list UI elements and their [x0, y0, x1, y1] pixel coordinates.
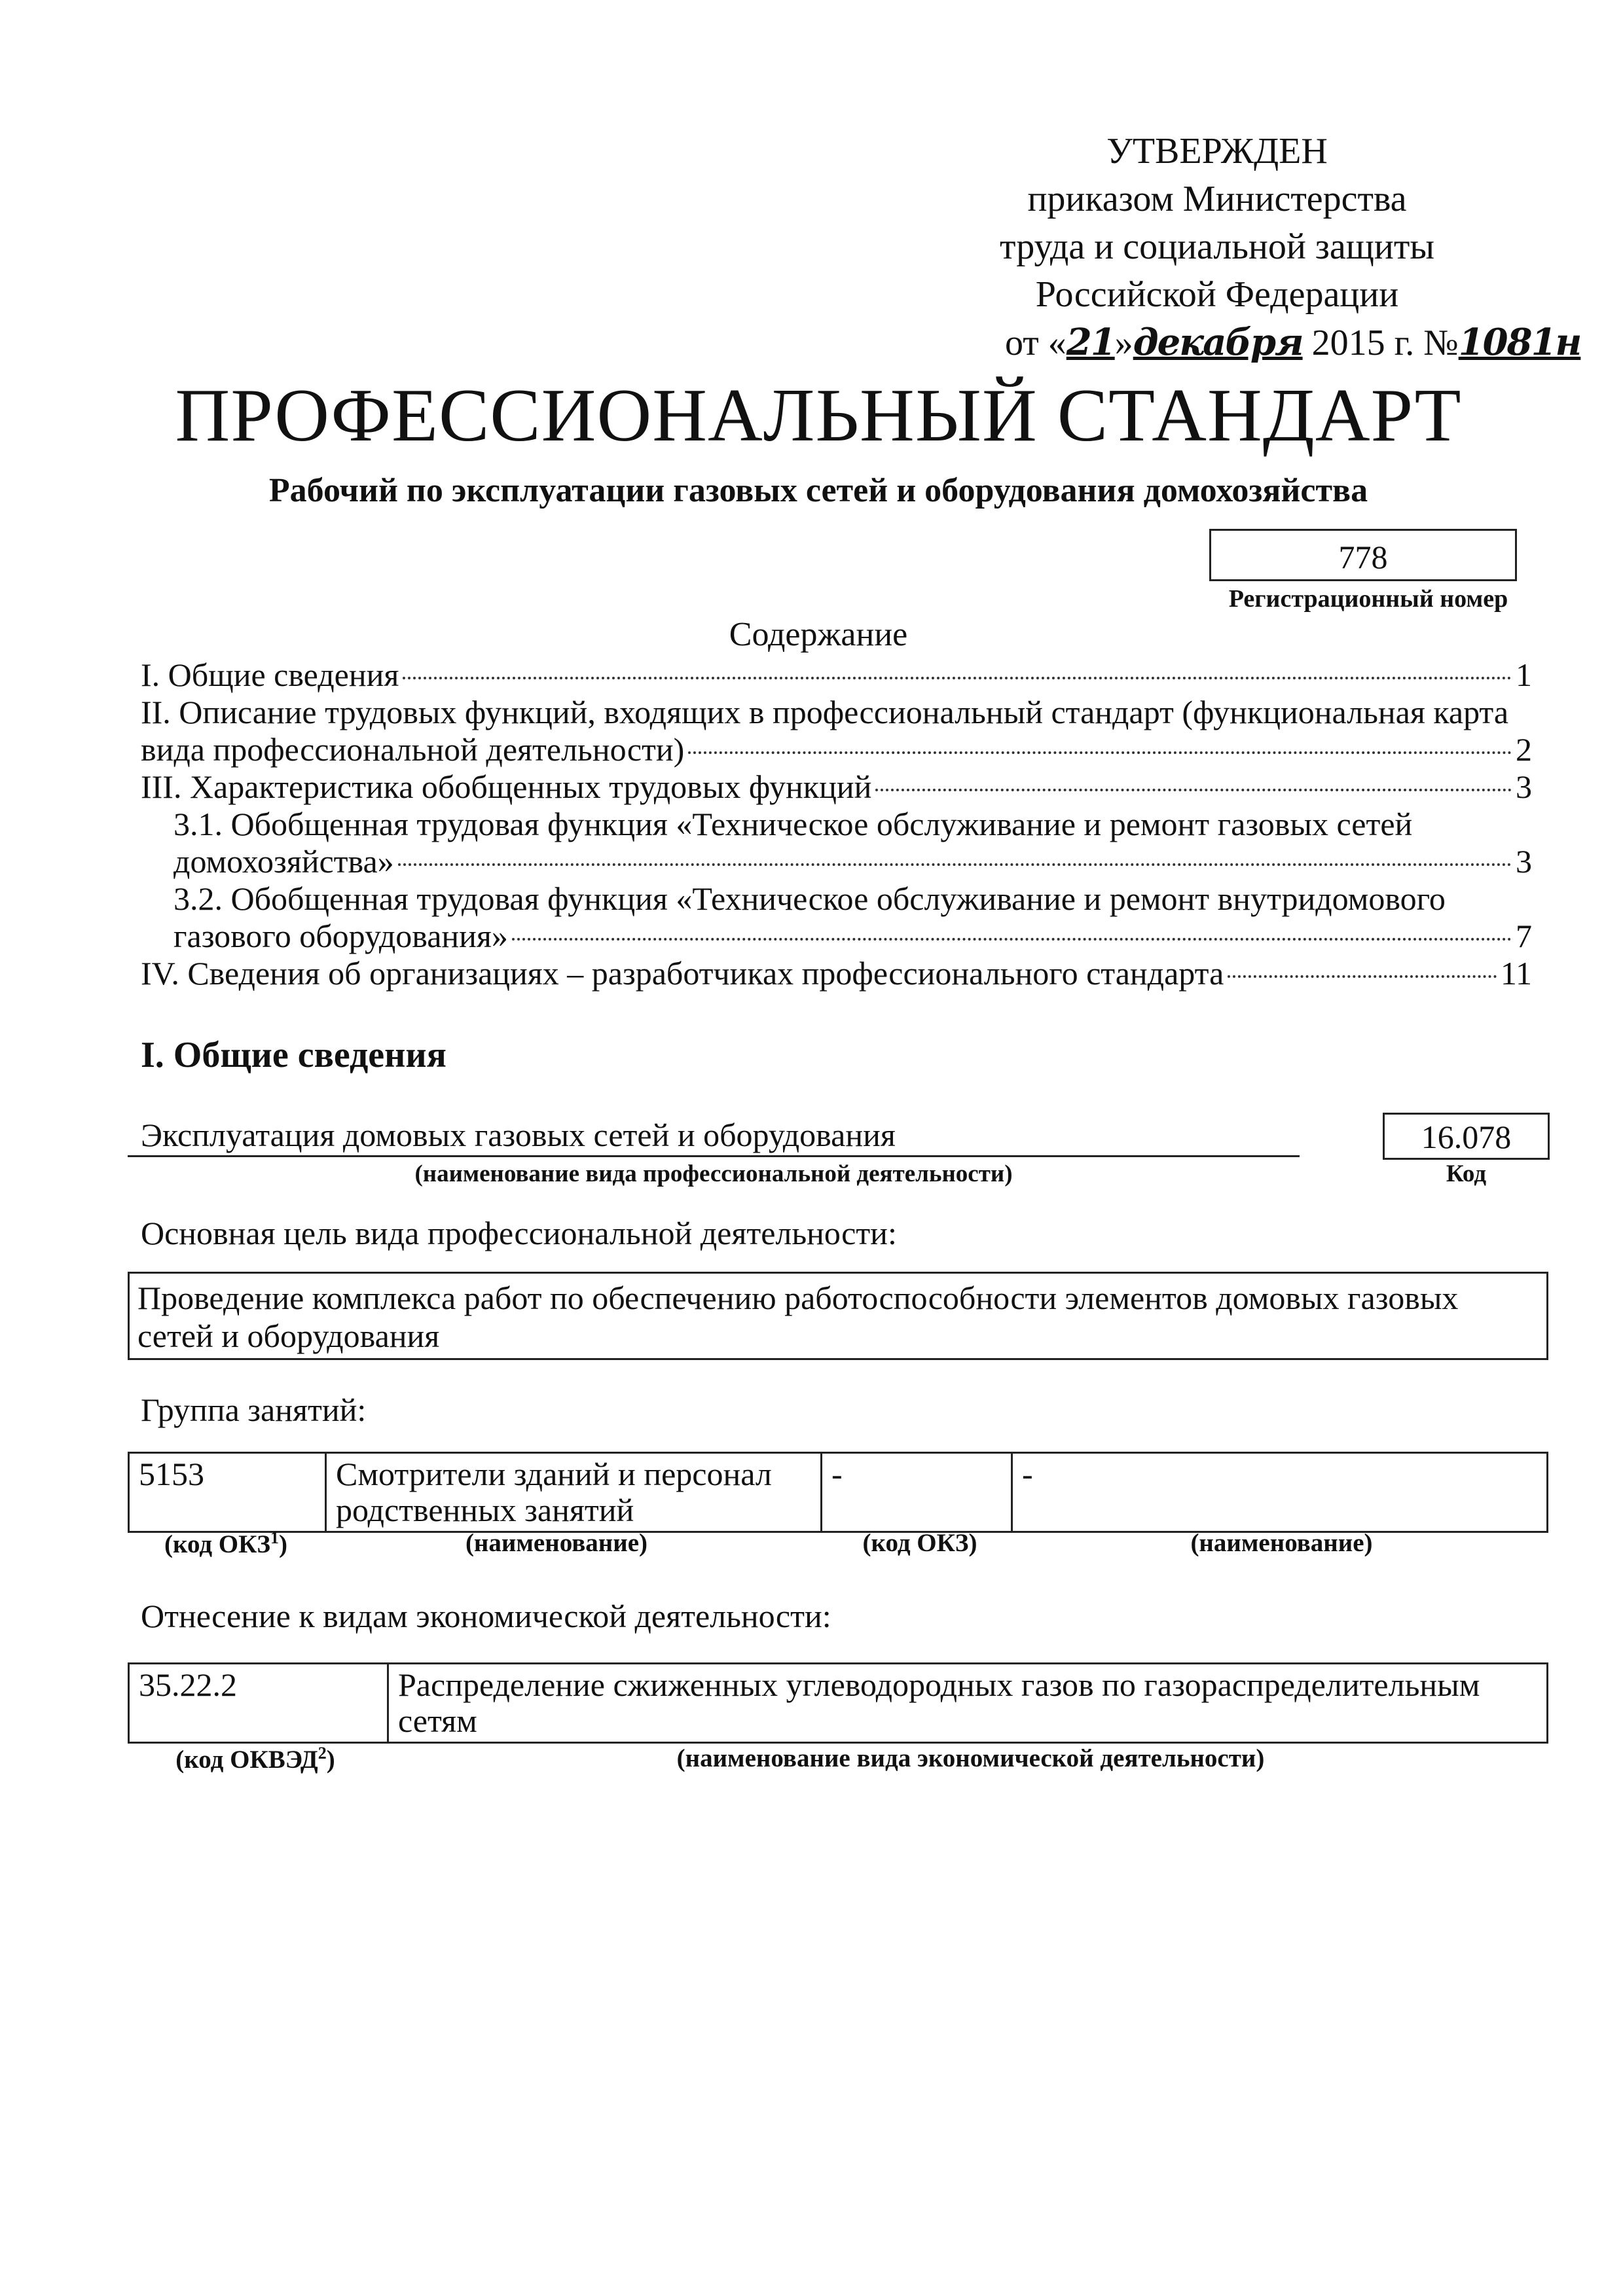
toc-item-label: IV. Сведения об организациях – разработчиках профессионального стандарта — [141, 955, 1224, 992]
occupation-group-table — [128, 1452, 1548, 1533]
date-year: 2015 г. № — [1311, 323, 1459, 363]
toc-leader — [688, 751, 1512, 754]
table-of-contents — [141, 656, 1532, 992]
toc-item-1[interactable] — [141, 656, 1532, 694]
okved-name-caption: (наименование вида экономической деятельности) — [676, 1744, 1265, 1772]
okved-name-cell: Распределение сжиженных углеводородных газов по газораспределительным сетям — [388, 1664, 1548, 1743]
date-mid: » — [1114, 323, 1133, 363]
toc-item-3-2[interactable] — [141, 880, 1532, 955]
activity-code-box: 16.078 — [1383, 1113, 1550, 1160]
toc-item-label-first: 3.2. Обобщенная трудовая функция «Техническое обслуживание и ремонт внутридомового — [173, 880, 1446, 917]
document-title: ПРОФЕССИОНАЛЬНЫЙ СТАНДАРТ — [175, 374, 1462, 457]
activity-code-caption: Код — [1446, 1160, 1487, 1187]
toc-item-page: 2 — [1516, 731, 1532, 768]
approval-date-line — [981, 319, 1581, 367]
toc-item-3-1[interactable] — [141, 806, 1532, 880]
section-1-heading: I. Общие сведения — [141, 1035, 447, 1075]
toc-heading: Содержание — [729, 616, 908, 653]
approval-line-4: Российской Федерации — [1035, 274, 1399, 315]
okz-code-caption: (код ОКЗ$^1$) — [164, 1528, 287, 1558]
okz-code-cell-2: - — [822, 1453, 1012, 1532]
okz-name-cell-2: - — [1012, 1453, 1548, 1532]
toc-item-page: 7 — [1516, 918, 1532, 954]
approval-block — [981, 128, 1581, 367]
toc-item-page: 3 — [1516, 843, 1532, 880]
date-month: декабря — [1133, 321, 1303, 364]
date-day: 21 — [1066, 321, 1115, 364]
toc-item-4[interactable] — [141, 955, 1532, 992]
date-prefix: от « — [1005, 323, 1067, 363]
toc-item-label: I. Общие сведения — [141, 656, 399, 693]
okz-name-caption: (наименование) — [465, 1529, 648, 1557]
toc-leader — [875, 789, 1512, 791]
approval-line-2: приказом Министерства — [1027, 179, 1407, 219]
document-subtitle: Рабочий по эксплуатации газовых сетей и оборудования домохозяйства — [268, 472, 1368, 509]
toc-item-page: 11 — [1500, 955, 1532, 992]
toc-item-label-first: 3.1. Обобщенная трудовая функция «Техническое обслуживание и ремонт газовых сетей — [173, 806, 1413, 842]
okz-name-cell: Смотрители зданий и персонал родственных занятий — [326, 1453, 822, 1532]
toc-item-label: III. Характеристика обобщенных трудовых функций — [141, 768, 872, 805]
goal-text-box: Проведение комплекса работ по обеспечению работоспособности элементов домовых газовых сетей и оборудования — [128, 1272, 1548, 1360]
toc-item-page: 1 — [1516, 656, 1532, 693]
okved-code-caption: (код ОКВЭД$^2$) — [175, 1744, 335, 1774]
table-row — [129, 1664, 1548, 1743]
approval-title: УТВЕРЖДЕН — [1106, 131, 1328, 171]
toc-item-label: вида профессиональной деятельности) — [141, 731, 685, 768]
toc-leader — [1228, 975, 1497, 978]
toc-item-label: домохозяйства» — [173, 843, 394, 880]
econ-activity-table — [128, 1662, 1548, 1744]
toc-item-page: 3 — [1516, 768, 1532, 805]
okved-code-cell: 35.22.2 — [129, 1664, 388, 1743]
approval-line-3: труда и социальной защиты — [1000, 226, 1434, 267]
toc-leader — [398, 863, 1512, 866]
table-row — [129, 1453, 1548, 1532]
toc-leader — [512, 938, 1512, 941]
toc-item-label-first: II. Описание трудовых функций, входящих в профессиональный стандарт (функциональная карта — [141, 694, 1509, 730]
toc-leader — [403, 677, 1512, 679]
toc-item-2[interactable] — [141, 694, 1532, 768]
okz-name-caption-2: (наименование) — [1190, 1529, 1373, 1557]
order-number: 1081н — [1458, 321, 1581, 364]
activity-name-caption: (наименование вида профессиональной деятельности) — [414, 1160, 1013, 1187]
goal-label: Основная цель вида профессиональной деятельности: — [141, 1215, 897, 1251]
econ-activity-label: Отнесение к видам экономической деятельности: — [141, 1598, 831, 1634]
toc-item-3[interactable] — [141, 768, 1532, 806]
registration-number-box: 778 — [1209, 529, 1517, 581]
group-label: Группа занятий: — [141, 1391, 367, 1428]
okz-code-cell: 5153 — [129, 1453, 326, 1532]
okz-code-caption-2: (код ОКЗ) — [862, 1529, 977, 1557]
toc-item-label: газового оборудования» — [173, 918, 508, 954]
activity-name-field: Эксплуатация домовых газовых сетей и оборудования — [128, 1115, 1300, 1157]
registration-number-caption: Регистрационный номер — [1228, 585, 1508, 613]
